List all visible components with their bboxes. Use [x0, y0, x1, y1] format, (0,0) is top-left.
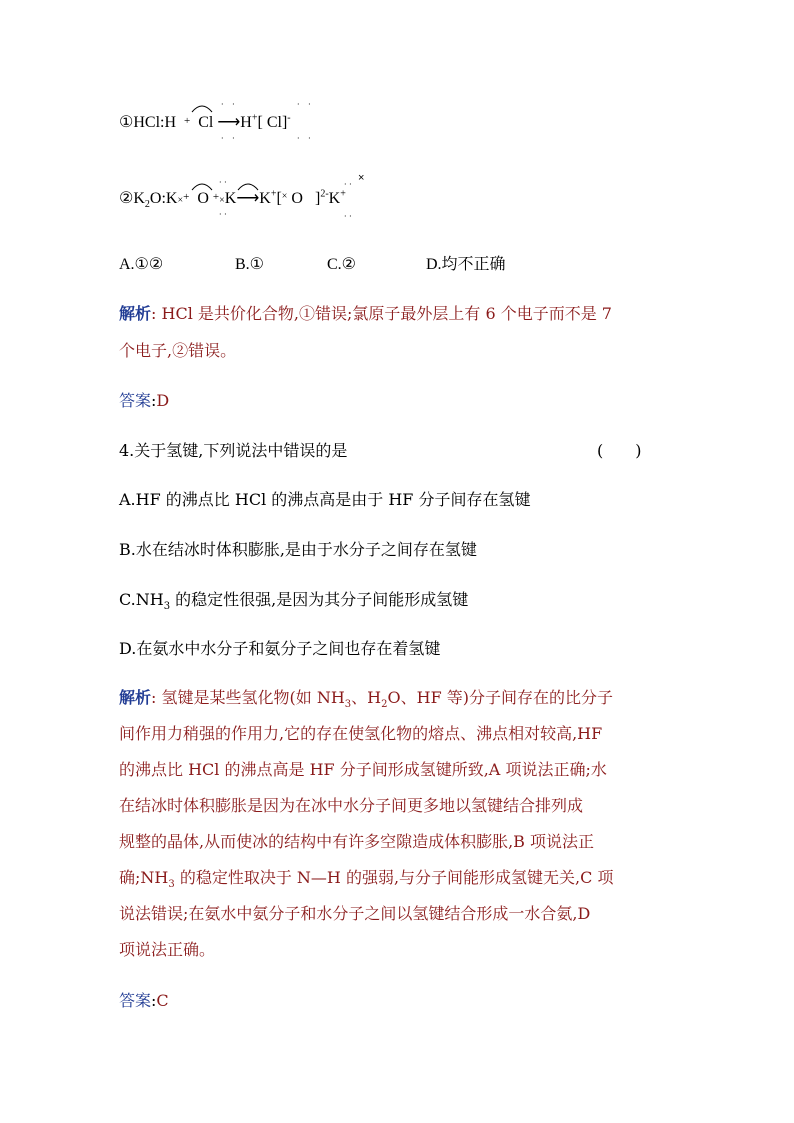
answer-q3 — [119, 391, 169, 411]
analysis-text: 规整的晶体,从而使冰的结构中有许多空隙造成体积膨胀,B 项说法正 — [119, 832, 595, 851]
analysis-text: 间作用力稍强的作用力,它的存在使氢化物的熔点、沸点相对较高,HF — [119, 724, 603, 743]
formula-lhs: O:K — [149, 190, 178, 207]
option-text: 的稳定性很强,是因为其分子间能形成氢键 — [170, 590, 469, 609]
options-row — [119, 255, 506, 275]
question-4-stem — [119, 441, 679, 461]
electron-arc-icon — [190, 102, 214, 114]
reaction-arrow: ⟶ — [217, 114, 241, 131]
answer-label: 答案 — [119, 391, 152, 410]
option-text: D.在氨水中水分子和氨分子之间也存在着氢键 — [119, 639, 441, 658]
charge-minus: - — [287, 112, 291, 124]
question-4-option-c — [119, 590, 469, 613]
option-text: A.HF 的沸点比 HCl 的沸点高是由于 HF 分子间存在氢键 — [119, 490, 531, 509]
formula-number: ① — [119, 114, 134, 131]
electron-cross: × — [281, 191, 288, 202]
electron-dots: · · — [344, 180, 352, 189]
question-4-option-d — [119, 639, 440, 659]
analysis-q4-line7 — [119, 904, 590, 924]
formula-2 — [119, 189, 346, 211]
colon: : — [151, 304, 157, 323]
subscript: 3 — [168, 879, 175, 891]
electron-cross: × — [177, 195, 184, 206]
analysis-text: 在结冰时体积膨胀是因为在冰中水分子间更多地以氢键结合排列成 — [119, 796, 584, 815]
analysis-text: 说法错误;在氨水中氨分子和水分子之间以氢键结合形成一水合氨,D — [119, 904, 591, 923]
analysis-q4-line1 — [119, 688, 614, 711]
analysis-q4-line4 — [119, 796, 583, 816]
option-text: C.NH — [119, 590, 164, 609]
subscript: 3 — [344, 699, 352, 711]
bracket-close: ] — [281, 114, 288, 131]
potassium: K — [133, 190, 145, 207]
electron-arc-icon — [190, 180, 214, 192]
electron-dots: · · — [219, 210, 227, 219]
answer-blank: ( ) — [597, 441, 642, 460]
analysis-q4-line6 — [119, 868, 614, 891]
chloride-atom: Cl — [266, 114, 282, 131]
analysis-text: 的稳定性取决于 N—H 的强弱,与分子间能形成氢键无关,C 项 — [174, 868, 614, 887]
formula-number: ② — [119, 190, 134, 207]
analysis-q3-line1 — [119, 304, 612, 324]
electron-transfer-plus: + — [184, 115, 191, 127]
colon: : — [151, 391, 157, 410]
subscript: 2 — [144, 199, 150, 211]
electron-dots: · · — [297, 134, 314, 143]
charge-plus: + — [270, 188, 277, 200]
question-4-option-b — [119, 540, 477, 560]
option-text: B.水在结冰时体积膨胀,是由于水分子之间存在氢键 — [119, 540, 477, 559]
analysis-q4-line5 — [119, 832, 594, 852]
electron-arc-icon — [236, 180, 260, 192]
electron-cross-top: × — [358, 172, 365, 184]
option-d: D.均不正确 — [426, 256, 506, 273]
charge-plus: + — [251, 112, 258, 124]
oxygen-atom: O — [197, 190, 209, 207]
answer-value: D — [156, 391, 170, 410]
question-stem: 4.关于氢键,下列说法中错误的是 — [119, 441, 348, 460]
answer-q4 — [119, 991, 169, 1011]
analysis-q4-line3 — [119, 760, 607, 780]
oxide-atom: O — [291, 190, 303, 207]
analysis-text: 、H — [351, 688, 382, 707]
analysis-q3-line2 — [119, 341, 236, 361]
formula-lhs: HCl:H — [133, 114, 177, 131]
option-b: B.① — [235, 256, 265, 273]
analysis-text: 项说法正确。 — [119, 940, 216, 959]
electron-dots: · · — [221, 134, 238, 143]
analysis-text: O、HF 等)分子间存在的比分子 — [387, 688, 614, 707]
potassium-ion: K — [328, 190, 341, 207]
bracket-close: ] — [314, 190, 321, 207]
electron-dots: · · — [344, 212, 352, 221]
option-a: A.①② — [119, 256, 164, 273]
analysis-label: 解析 — [119, 304, 152, 323]
analysis-text: 氢键是某些氢化物(如 NH — [156, 688, 345, 707]
analysis-q4-line8 — [119, 940, 215, 960]
potassium-ion: K — [259, 190, 271, 207]
option-c: C.② — [327, 256, 357, 273]
electron-dots: · · — [219, 178, 227, 187]
answer-label: 答案 — [119, 991, 152, 1010]
colon: : — [151, 688, 157, 707]
charge-2minus: 2- — [320, 188, 329, 200]
colon: : — [151, 991, 157, 1010]
formula-1 — [119, 113, 291, 134]
hydrogen-ion: H — [240, 114, 252, 131]
electron-dots: · · — [297, 100, 314, 109]
analysis-q4-line2 — [119, 724, 602, 744]
bracket-open: [ — [276, 190, 282, 207]
answer-value: C — [156, 991, 169, 1010]
question-4-option-a — [119, 490, 531, 510]
electron-transfer-plus: + — [212, 191, 220, 203]
electron-cross: × — [219, 195, 225, 206]
bracket-open: [ — [257, 114, 263, 131]
reaction-arrow: ⟶ — [236, 190, 260, 207]
electron-transfer-plus: + — [183, 191, 190, 203]
charge-plus: + — [340, 188, 346, 200]
subscript: 3 — [163, 601, 171, 613]
potassium: K — [224, 190, 237, 207]
analysis-text: 确;NH — [119, 868, 169, 887]
analysis-text: HCl 是共价化合物,①错误;氯原子最外层上有 6 个电子而不是 7 — [156, 304, 612, 323]
analysis-label: 解析 — [119, 688, 152, 707]
chlorine-atom: Cl — [198, 114, 214, 131]
subscript: 2 — [381, 699, 388, 711]
analysis-text: 个电子,②错误。 — [119, 341, 237, 360]
electron-dots: · · — [221, 100, 238, 109]
analysis-text: 的沸点比 HCl 的沸点高是 HF 分子间形成氢键所致,A 项说法正确;水 — [119, 760, 607, 779]
